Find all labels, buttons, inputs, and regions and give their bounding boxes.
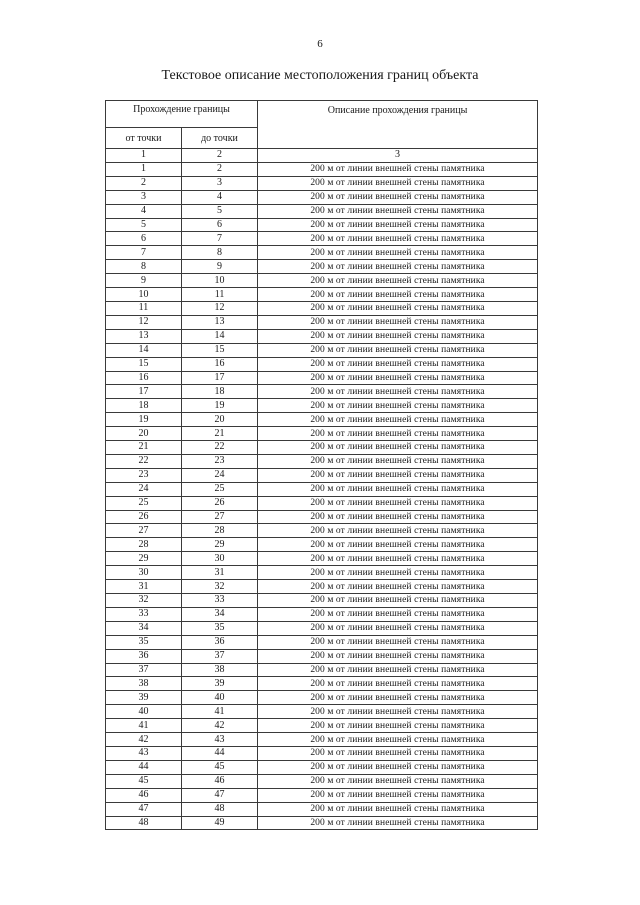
table-row xyxy=(106,538,538,552)
to-point-cell: 41 xyxy=(182,705,258,719)
description-cell: 200 м от линии внешней стены памятника xyxy=(258,635,538,649)
from-point-cell: 18 xyxy=(106,399,182,413)
from-point-cell: 24 xyxy=(106,482,182,496)
table-row xyxy=(106,301,538,315)
description-cell: 200 м от линии внешней стены памятника xyxy=(258,190,538,204)
from-point-cell: 16 xyxy=(106,371,182,385)
table-row xyxy=(106,635,538,649)
table-row xyxy=(106,441,538,455)
table-row xyxy=(106,260,538,274)
from-point-cell: 4 xyxy=(106,204,182,218)
description-cell: 200 м от линии внешней стены памятника xyxy=(258,162,538,176)
from-point-cell: 40 xyxy=(106,705,182,719)
table-row xyxy=(106,371,538,385)
to-point-cell: 43 xyxy=(182,733,258,747)
table-body xyxy=(106,149,538,830)
description-cell: 200 м от линии внешней стены памятника xyxy=(258,663,538,677)
table-row xyxy=(106,580,538,594)
to-point-cell: 18 xyxy=(182,385,258,399)
from-point-cell: 38 xyxy=(106,677,182,691)
from-point-cell: 5 xyxy=(106,218,182,232)
table-row xyxy=(106,607,538,621)
table-row xyxy=(106,399,538,413)
description-cell: 200 м от линии внешней стены памятника xyxy=(258,496,538,510)
from-point-cell: 44 xyxy=(106,760,182,774)
description-cell: 200 м от линии внешней стены памятника xyxy=(258,260,538,274)
from-point-cell: 21 xyxy=(106,441,182,455)
description-cell: 200 м от линии внешней стены памятника xyxy=(258,218,538,232)
description-cell: 200 м от линии внешней стены памятника xyxy=(258,538,538,552)
table-row xyxy=(106,663,538,677)
description-cell: 200 м от линии внешней стены памятника xyxy=(258,427,538,441)
table-row xyxy=(106,594,538,608)
from-point-cell: 22 xyxy=(106,454,182,468)
to-point-cell: 21 xyxy=(182,427,258,441)
column-index-cell: 3 xyxy=(258,149,538,163)
from-point-cell: 45 xyxy=(106,774,182,788)
description-cell: 200 м от линии внешней стены памятника xyxy=(258,733,538,747)
description-cell: 200 м от линии внешней стены памятника xyxy=(258,802,538,816)
to-point-cell: 23 xyxy=(182,454,258,468)
to-point-cell: 15 xyxy=(182,343,258,357)
from-point-cell: 12 xyxy=(106,315,182,329)
header-boundary-description: Описание прохождения границы xyxy=(258,101,538,149)
from-point-cell: 7 xyxy=(106,246,182,260)
description-cell: 200 м от линии внешней стены памятника xyxy=(258,621,538,635)
to-point-cell: 36 xyxy=(182,635,258,649)
from-point-cell: 32 xyxy=(106,594,182,608)
table-row xyxy=(106,760,538,774)
to-point-cell: 10 xyxy=(182,274,258,288)
to-point-cell: 19 xyxy=(182,399,258,413)
to-point-cell: 16 xyxy=(182,357,258,371)
description-cell: 200 м от линии внешней стены памятника xyxy=(258,705,538,719)
to-point-cell: 30 xyxy=(182,552,258,566)
description-cell: 200 м от линии внешней стены памятника xyxy=(258,288,538,302)
table-row xyxy=(106,524,538,538)
table-row xyxy=(106,552,538,566)
header-to-point: до точки xyxy=(182,128,258,149)
table-row xyxy=(106,566,538,580)
table-row xyxy=(106,705,538,719)
from-point-cell: 13 xyxy=(106,329,182,343)
header-from-point: от точки xyxy=(106,128,182,149)
description-cell: 200 м от линии внешней стены памятника xyxy=(258,301,538,315)
to-point-cell: 49 xyxy=(182,816,258,830)
from-point-cell: 10 xyxy=(106,288,182,302)
to-point-cell: 26 xyxy=(182,496,258,510)
table-row xyxy=(106,649,538,663)
from-point-cell: 30 xyxy=(106,566,182,580)
to-point-cell: 35 xyxy=(182,621,258,635)
from-point-cell: 3 xyxy=(106,190,182,204)
from-point-cell: 15 xyxy=(106,357,182,371)
description-cell: 200 м от линии внешней стены памятника xyxy=(258,274,538,288)
table-row xyxy=(106,816,538,830)
table-row xyxy=(106,427,538,441)
to-point-cell: 3 xyxy=(182,176,258,190)
description-cell: 200 м от линии внешней стены памятника xyxy=(258,594,538,608)
table-row xyxy=(106,329,538,343)
from-point-cell: 11 xyxy=(106,301,182,315)
table-row xyxy=(106,510,538,524)
from-point-cell: 2 xyxy=(106,176,182,190)
from-point-cell: 28 xyxy=(106,538,182,552)
description-cell: 200 м от линии внешней стены памятника xyxy=(258,677,538,691)
from-point-cell: 23 xyxy=(106,468,182,482)
to-point-cell: 46 xyxy=(182,774,258,788)
table-row xyxy=(106,482,538,496)
from-point-cell: 9 xyxy=(106,274,182,288)
table-row xyxy=(106,454,538,468)
to-point-cell: 11 xyxy=(182,288,258,302)
to-point-cell: 12 xyxy=(182,301,258,315)
description-cell: 200 м от линии внешней стены памятника xyxy=(258,413,538,427)
table-row xyxy=(106,315,538,329)
to-point-cell: 40 xyxy=(182,691,258,705)
to-point-cell: 39 xyxy=(182,677,258,691)
table-row xyxy=(106,746,538,760)
description-cell: 200 м от линии внешней стены памятника xyxy=(258,816,538,830)
table-row xyxy=(106,357,538,371)
from-point-cell: 36 xyxy=(106,649,182,663)
description-cell: 200 м от линии внешней стены памятника xyxy=(258,204,538,218)
document-title: Текстовое описание местоположения границ объекта xyxy=(161,68,479,83)
table-row xyxy=(106,621,538,635)
to-point-cell: 34 xyxy=(182,607,258,621)
description-cell: 200 м от линии внешней стены памятника xyxy=(258,719,538,733)
to-point-cell: 44 xyxy=(182,746,258,760)
to-point-cell: 27 xyxy=(182,510,258,524)
from-point-cell: 20 xyxy=(106,427,182,441)
from-point-cell: 48 xyxy=(106,816,182,830)
from-point-cell: 37 xyxy=(106,663,182,677)
column-index-cell: 1 xyxy=(106,149,182,163)
to-point-cell: 47 xyxy=(182,788,258,802)
to-point-cell: 48 xyxy=(182,802,258,816)
description-cell: 200 м от линии внешней стены памятника xyxy=(258,482,538,496)
from-point-cell: 26 xyxy=(106,510,182,524)
to-point-cell: 5 xyxy=(182,204,258,218)
table-row xyxy=(106,274,538,288)
to-point-cell: 28 xyxy=(182,524,258,538)
to-point-cell: 33 xyxy=(182,594,258,608)
description-cell: 200 м от линии внешней стены памятника xyxy=(258,774,538,788)
to-point-cell: 37 xyxy=(182,649,258,663)
to-point-cell: 4 xyxy=(182,190,258,204)
to-point-cell: 2 xyxy=(182,162,258,176)
to-point-cell: 13 xyxy=(182,315,258,329)
to-point-cell: 24 xyxy=(182,468,258,482)
table-row xyxy=(106,176,538,190)
page-number: 6 xyxy=(317,38,323,50)
to-point-cell: 38 xyxy=(182,663,258,677)
table-row xyxy=(106,385,538,399)
table-row xyxy=(106,496,538,510)
to-point-cell: 9 xyxy=(182,260,258,274)
description-cell: 200 м от линии внешней стены памятника xyxy=(258,566,538,580)
from-point-cell: 8 xyxy=(106,260,182,274)
description-cell: 200 м от линии внешней стены памятника xyxy=(258,232,538,246)
from-point-cell: 27 xyxy=(106,524,182,538)
description-cell: 200 м от линии внешней стены памятника xyxy=(258,788,538,802)
from-point-cell: 25 xyxy=(106,496,182,510)
description-cell: 200 м от линии внешней стены памятника xyxy=(258,176,538,190)
column-index-row xyxy=(106,149,538,163)
header-boundary-passage: Прохождение границы xyxy=(106,101,258,128)
table-row xyxy=(106,218,538,232)
from-point-cell: 39 xyxy=(106,691,182,705)
description-cell: 200 м от линии внешней стены памятника xyxy=(258,357,538,371)
table-row xyxy=(106,691,538,705)
from-point-cell: 35 xyxy=(106,635,182,649)
from-point-cell: 34 xyxy=(106,621,182,635)
table-row xyxy=(106,677,538,691)
boundary-table xyxy=(105,100,538,830)
to-point-cell: 7 xyxy=(182,232,258,246)
description-cell: 200 м от линии внешней стены памятника xyxy=(258,524,538,538)
from-point-cell: 29 xyxy=(106,552,182,566)
description-cell: 200 м от линии внешней стены памятника xyxy=(258,468,538,482)
from-point-cell: 46 xyxy=(106,788,182,802)
description-cell: 200 м от линии внешней стены памятника xyxy=(258,510,538,524)
table-row xyxy=(106,162,538,176)
table-row xyxy=(106,468,538,482)
description-cell: 200 м от линии внешней стены памятника xyxy=(258,580,538,594)
description-cell: 200 м от линии внешней стены памятника xyxy=(258,399,538,413)
from-point-cell: 1 xyxy=(106,162,182,176)
to-point-cell: 6 xyxy=(182,218,258,232)
description-cell: 200 м от линии внешней стены памятника xyxy=(258,343,538,357)
table-row xyxy=(106,413,538,427)
description-cell: 200 м от линии внешней стены памятника xyxy=(258,246,538,260)
to-point-cell: 31 xyxy=(182,566,258,580)
table-row xyxy=(106,774,538,788)
column-index-cell: 2 xyxy=(182,149,258,163)
table-row xyxy=(106,802,538,816)
to-point-cell: 25 xyxy=(182,482,258,496)
to-point-cell: 42 xyxy=(182,719,258,733)
table-row xyxy=(106,190,538,204)
table-row xyxy=(106,288,538,302)
description-cell: 200 м от линии внешней стены памятника xyxy=(258,371,538,385)
from-point-cell: 17 xyxy=(106,385,182,399)
to-point-cell: 20 xyxy=(182,413,258,427)
table-row xyxy=(106,232,538,246)
description-cell: 200 м от линии внешней стены памятника xyxy=(258,746,538,760)
table-row xyxy=(106,733,538,747)
description-cell: 200 м от линии внешней стены памятника xyxy=(258,649,538,663)
from-point-cell: 41 xyxy=(106,719,182,733)
table-row xyxy=(106,204,538,218)
description-cell: 200 м от линии внешней стены памятника xyxy=(258,315,538,329)
description-cell: 200 м от линии внешней стены памятника xyxy=(258,385,538,399)
from-point-cell: 14 xyxy=(106,343,182,357)
description-cell: 200 м от линии внешней стены памятника xyxy=(258,691,538,705)
to-point-cell: 8 xyxy=(182,246,258,260)
description-cell: 200 м от линии внешней стены памятника xyxy=(258,760,538,774)
to-point-cell: 14 xyxy=(182,329,258,343)
from-point-cell: 19 xyxy=(106,413,182,427)
description-cell: 200 м от линии внешней стены памятника xyxy=(258,329,538,343)
to-point-cell: 22 xyxy=(182,441,258,455)
from-point-cell: 6 xyxy=(106,232,182,246)
to-point-cell: 45 xyxy=(182,760,258,774)
from-point-cell: 43 xyxy=(106,746,182,760)
table-row xyxy=(106,343,538,357)
from-point-cell: 47 xyxy=(106,802,182,816)
description-cell: 200 м от линии внешней стены памятника xyxy=(258,441,538,455)
from-point-cell: 31 xyxy=(106,580,182,594)
to-point-cell: 32 xyxy=(182,580,258,594)
description-cell: 200 м от линии внешней стены памятника xyxy=(258,454,538,468)
table-row xyxy=(106,719,538,733)
from-point-cell: 33 xyxy=(106,607,182,621)
description-cell: 200 м от линии внешней стены памятника xyxy=(258,552,538,566)
table-row xyxy=(106,246,538,260)
description-cell: 200 м от линии внешней стены памятника xyxy=(258,607,538,621)
to-point-cell: 17 xyxy=(182,371,258,385)
to-point-cell: 29 xyxy=(182,538,258,552)
from-point-cell: 42 xyxy=(106,733,182,747)
table-row xyxy=(106,788,538,802)
